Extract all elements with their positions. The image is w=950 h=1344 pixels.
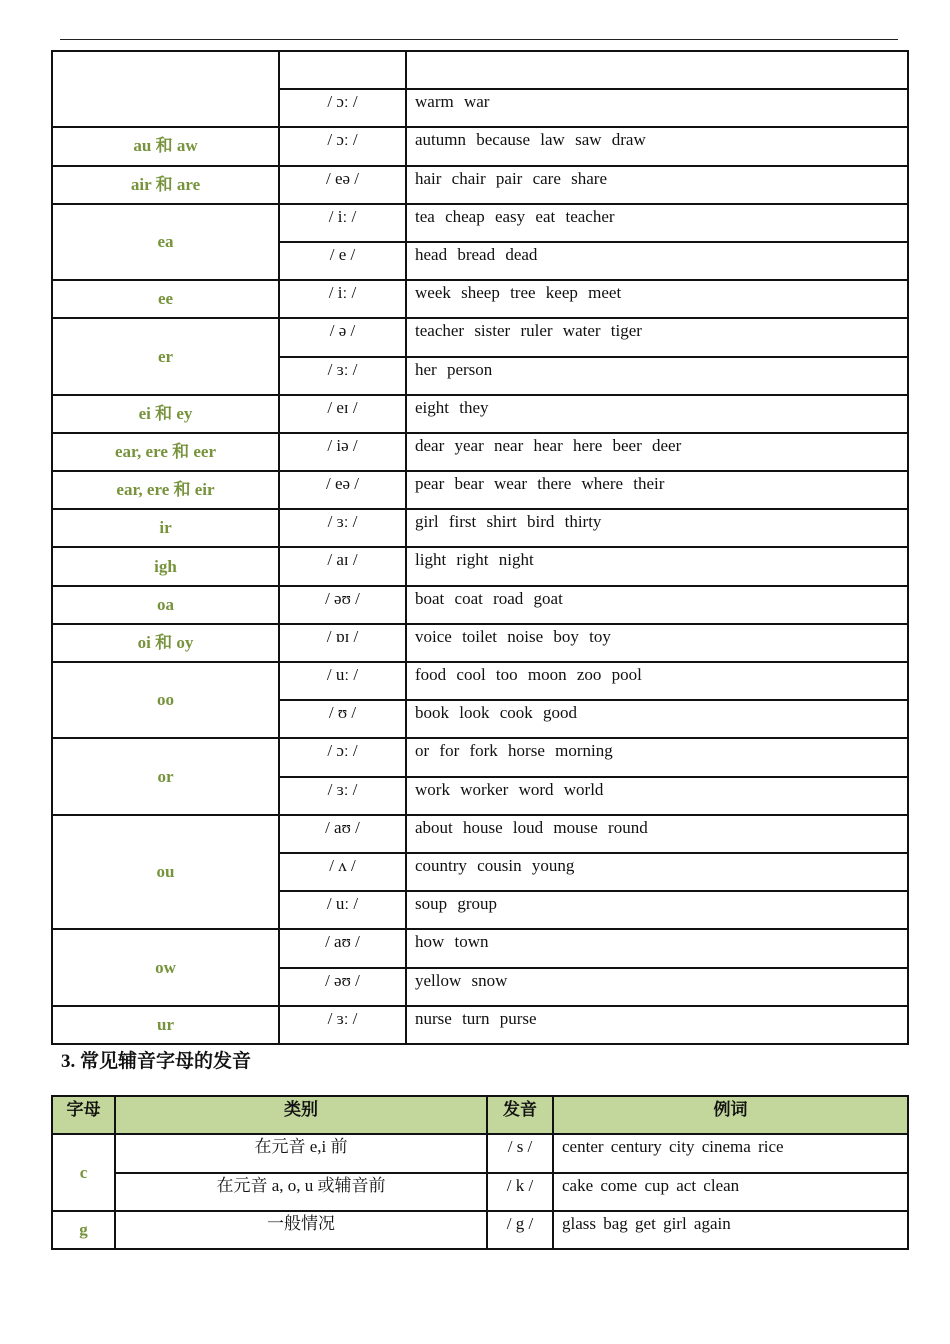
letter-cell — [52, 51, 279, 127]
phonetic-cell: / e / — [279, 242, 406, 280]
phonetic-cell: / ɔː / — [279, 127, 406, 165]
table-row — [52, 547, 908, 585]
examples-cell: voice toilet noise boy toy — [406, 624, 908, 662]
examples-cell: soup group — [406, 891, 908, 929]
examples-cell: eight they — [406, 395, 908, 433]
table-row — [52, 318, 908, 356]
examples-cell: or for fork horse morning — [406, 738, 908, 776]
letter-cell: ear, ere 和 eer — [52, 433, 279, 471]
phonetic-cell: / ɔː / — [279, 738, 406, 776]
consonant-pronunciation-table — [51, 1095, 909, 1250]
letter-cell: ir — [52, 509, 279, 547]
examples-cell: girl first shirt bird thirty — [406, 509, 908, 547]
examples-cell: country cousin young — [406, 853, 908, 891]
examples-cell: yellow snow — [406, 968, 908, 1006]
table-row — [52, 624, 908, 662]
phonetic-cell: / aɪ / — [279, 547, 406, 585]
examples-cell: dear year near hear here beer deer — [406, 433, 908, 471]
phonetic-cell: / ɜː / — [279, 777, 406, 815]
table-row — [52, 433, 908, 471]
phonetic-cell: / ɜː / — [279, 509, 406, 547]
phonetic-cell: / ɔː / — [279, 89, 406, 127]
letter-cell: ee — [52, 280, 279, 318]
letter-cell: ou — [52, 815, 279, 930]
letter-cell: oi 和 oy — [52, 624, 279, 662]
table-row — [52, 166, 908, 204]
category-cell: 在元音 e,i 前 — [115, 1134, 487, 1172]
letter-cell: ur — [52, 1006, 279, 1044]
phonetic-cell: / iː / — [279, 280, 406, 318]
examples-cell: work worker word world — [406, 777, 908, 815]
examples-cell: teacher sister ruler water tiger — [406, 318, 908, 356]
table-row — [52, 51, 908, 89]
phonetic-cell: / əʊ / — [279, 968, 406, 1006]
phonetic-cell: / ɜː / — [279, 1006, 406, 1044]
table-header-row — [52, 1096, 908, 1134]
phonetic-cell: / uː / — [279, 662, 406, 700]
phonetic-cell: / aʊ / — [279, 929, 406, 967]
examples-cell: book look cook good — [406, 700, 908, 738]
letter-cell: air 和 are — [52, 166, 279, 204]
letter-cell: ea — [52, 204, 279, 280]
examples-cell: glass bag get girl again — [553, 1211, 908, 1249]
phonetic-cell: / ɒɪ / — [279, 624, 406, 662]
phonetic-cell: / g / — [487, 1211, 553, 1249]
phonetic-cell: / eɪ / — [279, 395, 406, 433]
letter-cell: c — [52, 1134, 115, 1211]
examples-cell: about house loud mouse round — [406, 815, 908, 853]
category-cell: 在元音 a, o, u 或辅音前 — [115, 1173, 487, 1211]
phonetic-cell: / s / — [487, 1134, 553, 1172]
table-row — [52, 662, 908, 700]
examples-cell: her person — [406, 357, 908, 395]
table-row — [52, 127, 908, 165]
examples-cell: autumn because law saw draw — [406, 127, 908, 165]
letter-cell: ear, ere 和 eir — [52, 471, 279, 509]
table-row — [52, 1173, 908, 1211]
phonetic-cell: / ʊ / — [279, 700, 406, 738]
header-examples: 例词 — [553, 1096, 908, 1134]
examples-cell: boat coat road goat — [406, 586, 908, 624]
examples-cell: head bread dead — [406, 242, 908, 280]
vowel-pronunciation-table — [51, 50, 909, 1045]
examples-cell: food cool too moon zoo pool — [406, 662, 908, 700]
examples-cell: center century city cinema rice — [553, 1134, 908, 1172]
table-row — [52, 815, 908, 853]
examples-cell: week sheep tree keep meet — [406, 280, 908, 318]
letter-cell: igh — [52, 547, 279, 585]
phonetic-cell: / ə / — [279, 318, 406, 356]
examples-cell: pear bear wear there where their — [406, 471, 908, 509]
table-row — [52, 1211, 908, 1249]
phonetic-cell — [279, 51, 406, 89]
header-rule — [60, 39, 898, 40]
letter-cell: er — [52, 318, 279, 394]
letter-cell: oo — [52, 662, 279, 738]
letter-cell: au 和 aw — [52, 127, 279, 165]
section-heading: 3. 常见辅音字母的发音 — [61, 1051, 252, 1072]
table-row — [52, 1134, 908, 1172]
table-row — [52, 586, 908, 624]
table-row — [52, 471, 908, 509]
table-row — [52, 395, 908, 433]
phonetic-cell: / əʊ / — [279, 586, 406, 624]
phonetic-cell: / uː / — [279, 891, 406, 929]
letter-cell: g — [52, 1211, 115, 1249]
examples-cell: tea cheap easy eat teacher — [406, 204, 908, 242]
table-row — [52, 509, 908, 547]
examples-cell: nurse turn purse — [406, 1006, 908, 1044]
letter-cell: or — [52, 738, 279, 814]
letter-cell: oa — [52, 586, 279, 624]
phonetic-cell: / k / — [487, 1173, 553, 1211]
phonetic-cell: / eə / — [279, 471, 406, 509]
letter-cell: ow — [52, 929, 279, 1005]
examples-cell: cake come cup act clean — [553, 1173, 908, 1211]
category-cell: 一般情况 — [115, 1211, 487, 1249]
examples-cell: how town — [406, 929, 908, 967]
examples-cell: hair chair pair care share — [406, 166, 908, 204]
header-letter: 字母 — [52, 1096, 115, 1134]
examples-cell — [406, 51, 908, 89]
phonetic-cell: / iə / — [279, 433, 406, 471]
table-row — [52, 929, 908, 967]
table-row — [52, 204, 908, 242]
phonetic-cell: / ʌ / — [279, 853, 406, 891]
examples-cell: light right night — [406, 547, 908, 585]
phonetic-cell: / iː / — [279, 204, 406, 242]
header-phonetic: 发音 — [487, 1096, 553, 1134]
table-row — [52, 1006, 908, 1044]
table-row — [52, 280, 908, 318]
phonetic-cell: / eə / — [279, 166, 406, 204]
phonetic-cell: / aʊ / — [279, 815, 406, 853]
header-category: 类别 — [115, 1096, 487, 1134]
table-row — [52, 738, 908, 776]
letter-cell: ei 和 ey — [52, 395, 279, 433]
examples-cell: warm war — [406, 89, 908, 127]
phonetic-cell: / ɜː / — [279, 357, 406, 395]
